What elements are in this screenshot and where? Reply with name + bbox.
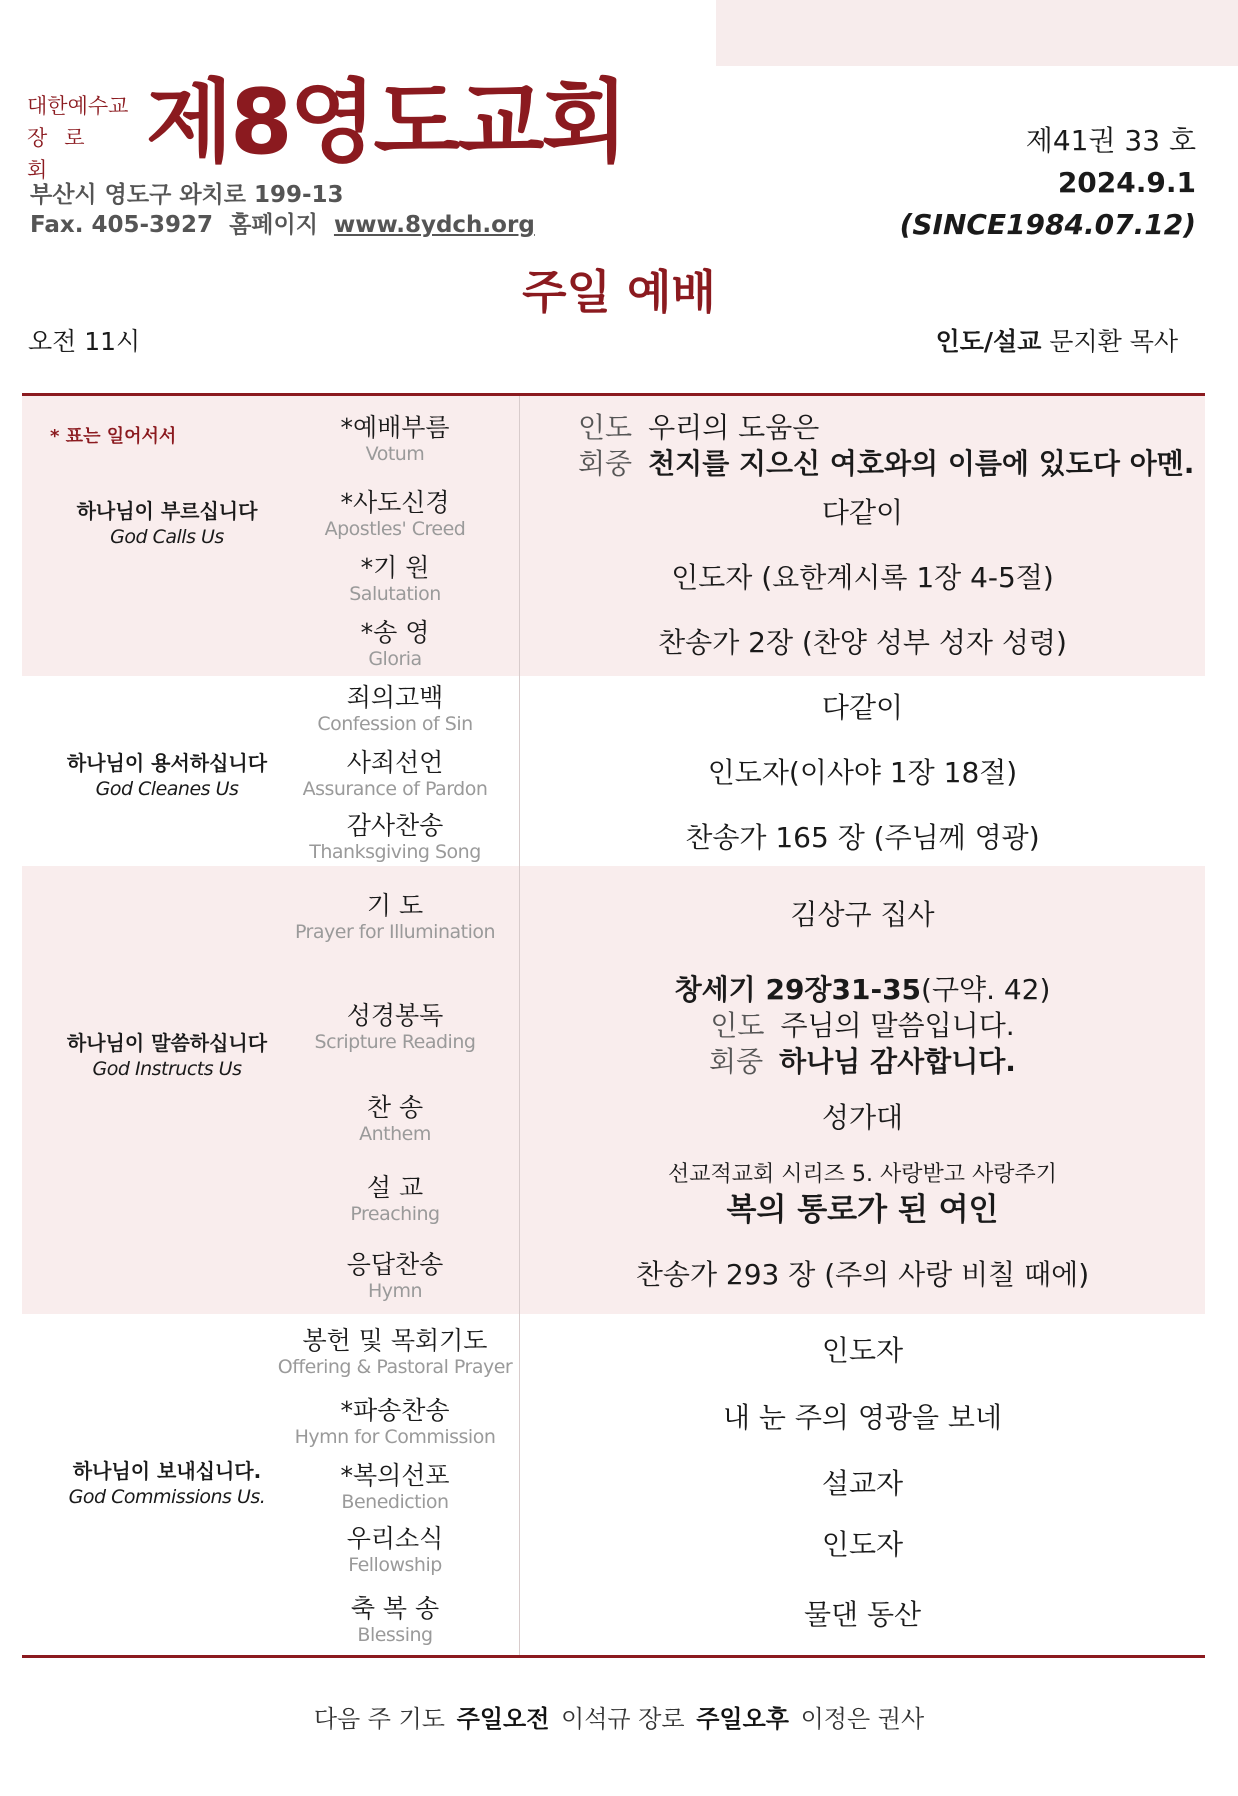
order-en: Scripture Reading <box>314 1031 476 1053</box>
footer-pm-label: 주일오후 <box>696 1705 789 1733</box>
corner-tint <box>716 0 1238 66</box>
leader-label: 인도 <box>578 411 633 444</box>
anthem-detail: 성가대 <box>821 1101 904 1134</box>
confession-detail: 다같이 <box>821 691 904 724</box>
people-label: 회중 <box>578 447 633 480</box>
hymn-detail: 찬송가 293 장 (주의 사랑 비칠 때에) <box>635 1258 1090 1291</box>
scripture-page: (구약. 42) <box>921 973 1051 1006</box>
scripture-people-line <box>520 1044 1205 1080</box>
order-ko: 성경봉독 <box>346 1001 444 1030</box>
order-title-salutation <box>280 553 510 605</box>
section-band-instruct <box>22 866 1205 1314</box>
scripture-ref: 창세기 29장31-35 <box>674 973 922 1006</box>
commission-hymn-detail: 내 눈 주의 영광을 보네 <box>722 1401 1003 1434</box>
officiant <box>936 324 1178 360</box>
section-label-cleanse <box>22 750 312 802</box>
fellowship-detail: 인도자 <box>821 1528 904 1561</box>
order-ko: 설 교 <box>366 1173 424 1202</box>
order-ko: 응답찬송 <box>346 1250 444 1279</box>
homepage-link[interactable]: www.8ydch.org <box>333 212 535 238</box>
order-en: Votum <box>365 443 425 465</box>
church-name: 제8영도교회 <box>146 70 626 175</box>
order-title-votum <box>280 413 510 465</box>
section-label-commission <box>22 1458 312 1510</box>
benediction-detail: 설교자 <box>821 1467 904 1500</box>
order-title-preaching <box>280 1173 510 1225</box>
contact-line <box>30 210 535 240</box>
leader-text: 우리의 도움은 <box>648 411 820 444</box>
votum-leader-line <box>578 410 1198 446</box>
order-title-benediction <box>280 1461 510 1513</box>
section-ko: 하나님이 보내십니다. <box>72 1459 262 1483</box>
section-en: God Cleanes Us <box>95 778 239 800</box>
order-en: Blessing <box>357 1624 433 1646</box>
order-en: Offering & Pastoral Prayer <box>277 1356 513 1378</box>
since-date: (SINCE1984.07.12) <box>899 208 1196 241</box>
order-en: Confession of Sin <box>317 713 473 735</box>
order-title-fellowship <box>280 1524 510 1576</box>
leader-label: 인도 <box>710 1009 765 1042</box>
fax-number: Fax. 405-3927 <box>30 212 214 238</box>
people-text: 천지를 지으신 여호와의 이름에 있도다 아멘. <box>648 447 1195 480</box>
footer-pm-name: 이정은 권사 <box>800 1705 925 1733</box>
prayer-detail: 김상구 집사 <box>790 898 935 931</box>
order-en: Preaching <box>350 1203 440 1225</box>
order-ko: 사죄선언 <box>346 748 444 777</box>
blessing-detail: 물댄 동산 <box>803 1598 922 1631</box>
order-ko: *사도신경 <box>340 488 450 517</box>
service-title: 주일 예배 <box>522 265 716 319</box>
bottom-rule <box>22 1655 1205 1658</box>
pardon-detail: 인도자(이사야 1장 18절) <box>707 756 1018 789</box>
homepage-label: 홈페이지 <box>229 212 318 238</box>
order-ko: 죄의고백 <box>346 683 444 712</box>
order-title-anthem <box>280 1093 510 1145</box>
order-ko: 봉헌 및 목회기도 <box>302 1326 488 1355</box>
sermon-detail <box>520 1160 1205 1230</box>
section-en: God Instructs Us <box>92 1058 242 1080</box>
scripture-leader-line <box>520 1008 1205 1044</box>
order-ko: *복의선포 <box>340 1461 450 1490</box>
order-title-thanksgiving <box>280 811 510 863</box>
officiant-name: 문지환 목사 <box>1049 327 1178 356</box>
order-en: Benediction <box>341 1491 449 1513</box>
order-en: Anthem <box>359 1123 431 1145</box>
order-ko: 찬 송 <box>366 1093 424 1122</box>
order-en: Fellowship <box>348 1554 442 1576</box>
section-ko: 하나님이 용서하십니다 <box>66 751 268 775</box>
section-en: God Calls Us <box>110 526 224 548</box>
footer-am-name: 이석규 장로 <box>561 1705 685 1733</box>
leader-text: 주님의 말씀입니다. <box>780 1009 1015 1042</box>
section-label-instruct <box>22 1030 312 1082</box>
order-ko: *기 원 <box>360 553 430 582</box>
issue-date: 2024.9.1 <box>1057 166 1196 199</box>
church-address: 부산시 영도구 와치로 199-13 <box>30 182 344 208</box>
denomination <box>27 90 137 186</box>
denomination-line2: 장로회 <box>27 126 102 182</box>
standing-note: * 표는 일어서서 <box>50 426 177 447</box>
order-en: Apostles' Creed <box>324 518 466 540</box>
order-ko: 축 복 송 <box>350 1594 440 1623</box>
church-contact <box>30 180 535 240</box>
service-time: 오전 11시 <box>28 327 141 356</box>
order-ko: *예배부름 <box>340 413 450 442</box>
votum-people-line <box>578 446 1198 482</box>
top-rule <box>22 393 1205 396</box>
order-title-offering <box>270 1326 520 1378</box>
section-ko: 하나님이 말씀하십니다 <box>66 1031 268 1055</box>
next-week-prayer <box>0 1702 1238 1736</box>
creed-detail: 다같이 <box>821 496 904 529</box>
order-title-blessing <box>280 1594 510 1646</box>
order-ko: 감사찬송 <box>346 811 444 840</box>
order-title-prayer <box>280 891 510 943</box>
order-ko: *파송찬송 <box>340 1396 450 1425</box>
issue-info <box>900 120 1196 246</box>
section-en: God Commissions Us. <box>68 1486 266 1508</box>
section-label-call <box>22 498 312 550</box>
offering-detail: 인도자 <box>821 1334 904 1367</box>
order-en: Assurance of Pardon <box>302 778 488 800</box>
officiant-role: 인도/설교 <box>935 327 1042 356</box>
footer-label: 다음 주 기도 <box>313 1705 445 1733</box>
order-title-pardon <box>280 748 510 800</box>
order-en: Hymn for Commission <box>294 1426 496 1448</box>
order-ko: 우리소식 <box>346 1524 444 1553</box>
order-en: Hymn <box>367 1280 423 1302</box>
order-title-confession <box>280 683 510 735</box>
order-title-gloria <box>280 618 510 670</box>
order-title-creed <box>280 488 510 540</box>
scripture-ref-line <box>520 972 1205 1008</box>
sermon-series: 선교적교회 시리즈 5. 사랑받고 사랑주기 <box>668 1162 1057 1187</box>
denomination-line1: 대한예수교 <box>27 94 129 118</box>
volume-issue: 제41권 33 호 <box>1025 124 1196 157</box>
order-en: Thanksgiving Song <box>309 841 481 863</box>
order-title-scripture <box>280 1001 510 1053</box>
order-title-hymn <box>280 1250 510 1302</box>
order-ko: *송 영 <box>360 618 430 647</box>
footer-am-label: 주일오전 <box>456 1705 550 1733</box>
section-ko: 하나님이 부르십니다 <box>76 499 258 523</box>
order-ko: 기 도 <box>366 891 424 920</box>
order-title-commission-hymn <box>280 1396 510 1448</box>
sermon-title: 복의 통로가 된 여인 <box>726 1192 999 1228</box>
order-en: Prayer for Illumination <box>294 921 496 943</box>
people-label: 회중 <box>709 1045 764 1078</box>
people-text: 하나님 감사합니다. <box>779 1045 1016 1078</box>
salutation-detail: 인도자 (요한계시록 1장 4-5절) <box>671 561 1054 594</box>
thanksgiving-detail: 찬송가 165 장 (주님께 영광) <box>685 821 1040 854</box>
gloria-detail: 찬송가 2장 (찬양 성부 성자 성령) <box>658 626 1067 659</box>
order-en: Salutation <box>349 583 441 605</box>
order-en: Gloria <box>368 648 422 670</box>
